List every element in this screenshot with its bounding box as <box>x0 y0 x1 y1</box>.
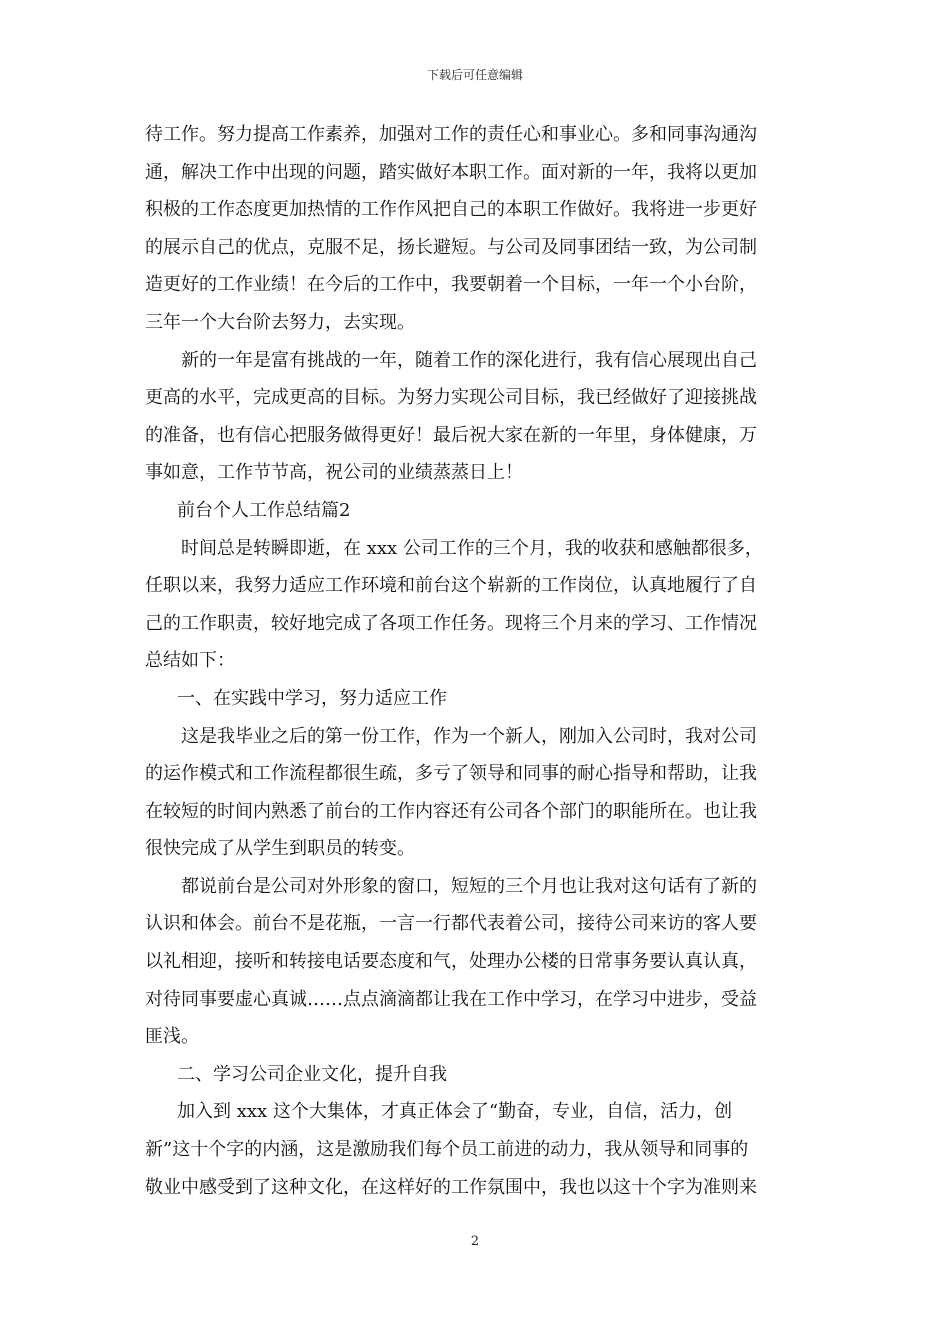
text-line: 在较短的时间内熟悉了前台的工作内容还有公司各个部门的职能所在。也让我 <box>145 800 757 822</box>
document-body <box>145 116 807 1206</box>
text-line: 三年一个大台阶去努力，去实现。 <box>145 311 415 333</box>
text-line: 认识和体会。前台不是花瓶，一言一行都代表着公司，接待公司来访的客人要 <box>145 913 757 935</box>
text-line: 匪浅。 <box>145 1026 199 1048</box>
paragraph-start-line: 这是我毕业之后的第一份工作，作为一个新人，刚加入公司时，我对公司 <box>181 725 757 747</box>
subsection-heading: 一、在实践中学习，努力适应工作 <box>177 687 447 709</box>
paragraph-start-line: 新的一年是富有挑战的一年，随着工作的深化进行，我有信心展现出自己 <box>181 349 757 371</box>
page-header: 下载后可任意编辑 <box>426 68 523 82</box>
text-line: 新”这十个字的内涵，这是激励我们每个员工前进的动力，我从领导和同事的 <box>145 1139 749 1161</box>
text-line: 的准备，也有信心把服务做得更好！最后祝大家在新的一年里，身体健康，万 <box>145 424 757 446</box>
subsection-heading: 二、学习公司企业文化，提升自我 <box>177 1063 447 1085</box>
text-line: 己的工作职责，较好地完成了各项工作任务。现将三个月来的学习、工作情况 <box>145 612 757 634</box>
text-line: 积极的工作态度更加热情的工作作风把自己的本职工作做好。我将进一步更好 <box>145 199 757 221</box>
paragraph-start-line: 都说前台是公司对外形象的窗口，短短的三个月也让我对这句话有了新的 <box>181 875 757 897</box>
section-title: 前台个人工作总结篇2 <box>177 499 351 521</box>
text-line: 通，解决工作中出现的问题，踏实做好本职工作。面对新的一年，我将以更加 <box>145 161 757 183</box>
text-line: 很快完成了从学生到职员的转变。 <box>145 838 415 860</box>
paragraph-start-line: 时间总是转瞬即逝，在 xxx 公司工作的三个月，我的收获和感触都很多， <box>181 537 763 559</box>
text-line: 对待同事要虚心真诚……点点滴滴都让我在工作中学习，在学习中进步，受益 <box>145 988 757 1010</box>
page-number: 2 <box>470 1234 480 1249</box>
paragraph-start-line: 加入到 xxx 这个大集体，才真正体会了“勤奋，专业，自信，活力，创 <box>177 1101 733 1123</box>
text-line: 任职以来，我努力适应工作环境和前台这个崭新的工作岗位，认真地履行了自 <box>145 575 757 597</box>
text-line: 造更好的工作业绩！在今后的工作中，我要朝着一个目标，一年一个小台阶， <box>145 274 757 296</box>
text-line: 的展示自己的优点，克服不足，扬长避短。与公司及同事团结一致，为公司制 <box>145 236 757 258</box>
text-line: 待工作。努力提高工作素养，加强对工作的责任心和事业心。多和同事沟通沟 <box>145 124 757 145</box>
text-line: 更高的水平，完成更高的目标。为努力实现公司目标，我已经做好了迎接挑战 <box>145 387 757 409</box>
text-line: 以礼相迎，接听和转接电话要态度和气，处理办公楼的日常事务要认真认真， <box>145 951 757 973</box>
text-line: 的运作模式和工作流程都很生疏，多亏了领导和同事的耐心指导和帮助，让我 <box>145 763 757 785</box>
text-line: 敬业中感受到了这种文化，在这样好的工作氛围中，我也以这十个字为准则来 <box>145 1176 757 1198</box>
text-line: 事如意，工作节节高，祝公司的业绩蒸蒸日上！ <box>145 462 523 484</box>
text-line: 总结如下： <box>145 650 235 672</box>
